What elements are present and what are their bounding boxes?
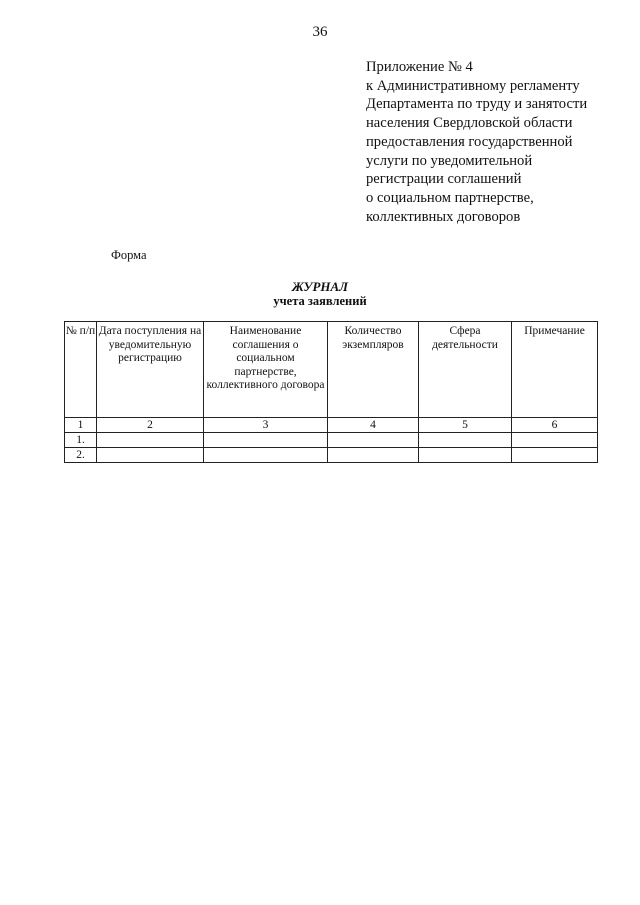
appendix-line: к Административному регламенту bbox=[366, 77, 580, 94]
column-number: 6 bbox=[512, 418, 598, 433]
table-cell: 2. bbox=[65, 448, 97, 463]
header-agreement-name: Наименование соглашения о социальном партнерстве, коллективного договора bbox=[204, 322, 328, 418]
column-number-row bbox=[65, 418, 598, 433]
column-number: 4 bbox=[328, 418, 419, 433]
table-cell bbox=[204, 448, 328, 463]
appendix-line: предоставления государственной bbox=[366, 133, 573, 150]
table-cell bbox=[512, 448, 598, 463]
column-number: 2 bbox=[97, 418, 204, 433]
table-cell bbox=[419, 433, 512, 448]
page-number: 36 bbox=[312, 24, 328, 40]
appendix-line: населения Свердловской области bbox=[366, 115, 573, 132]
header-copies-count: Количество экземпляров bbox=[328, 322, 419, 418]
header-date: Дата поступления на уведомительную регистрацию bbox=[97, 322, 204, 418]
table-cell bbox=[328, 448, 419, 463]
appendix-line: коллективных договоров bbox=[366, 208, 521, 225]
journal-title: ЖУРНАЛ bbox=[291, 279, 349, 294]
table-cell bbox=[328, 433, 419, 448]
appendix-line: о социальном партнерстве, bbox=[366, 189, 534, 206]
header-number: № п/п bbox=[65, 322, 97, 418]
table-cell: 1. bbox=[65, 433, 97, 448]
column-number: 3 bbox=[204, 418, 328, 433]
appendix-line: регистрации соглашений bbox=[366, 171, 522, 188]
form-label: Форма bbox=[111, 248, 147, 262]
table-header-row bbox=[65, 322, 598, 418]
table-row bbox=[65, 448, 598, 463]
header-activity-sphere: Сфера деятельности bbox=[419, 322, 512, 418]
journal-subtitle: учета заявлений bbox=[273, 294, 367, 308]
column-number: 1 bbox=[65, 418, 97, 433]
table-cell bbox=[97, 448, 204, 463]
table-cell bbox=[97, 433, 204, 448]
appendix-line: услуги по уведомительной bbox=[366, 152, 533, 169]
appendix-line: Приложение № 4 bbox=[366, 59, 473, 75]
table-cell bbox=[204, 433, 328, 448]
header-note: Примечание bbox=[512, 322, 598, 418]
column-number: 5 bbox=[419, 418, 512, 433]
table-row bbox=[65, 433, 598, 448]
appendix-line: Департамента по труду и занятости bbox=[366, 96, 588, 113]
table-cell bbox=[512, 433, 598, 448]
journal-table bbox=[64, 321, 598, 463]
table-cell bbox=[419, 448, 512, 463]
appendix-block bbox=[366, 58, 628, 226]
